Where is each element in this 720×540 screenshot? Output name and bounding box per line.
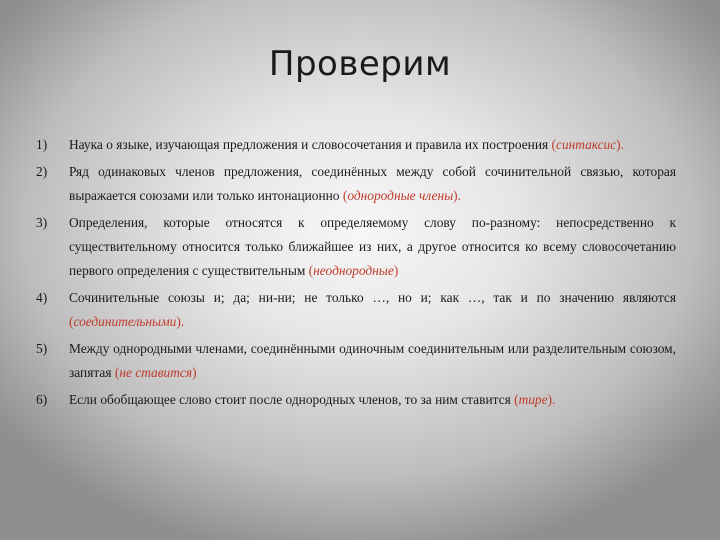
answer-text: неоднородные [313,263,394,278]
list-item [36,133,676,157]
answer-open-paren: ( [308,263,314,278]
list-item [36,160,676,208]
answer-text: не ставится [119,365,193,380]
list-item [36,337,676,385]
answer-close-paren: ). [453,188,461,203]
list-item [36,388,676,412]
answer-open-paren: ( [342,188,348,203]
answer-open-paren: ( [114,365,120,380]
slide-title: Проверим [268,44,452,84]
item-text: Сочинительные союзы и; да; ни-ни; не только …, но и; как …, так и по значению являются [69,290,676,305]
item-text: Ряд одинаковых членов предложения, соединённых между собой сочинительной связью, которая выражается союзами или только интонационно [69,164,676,203]
item-text: Между однородными членами, соединёнными одиночным соединительным или разделительным союзом, запятая [69,341,676,380]
question-list [36,133,676,415]
item-text: Если обобщающее слово стоит после однородных членов, то за ним ставится [69,392,515,407]
answer-text: тире [518,392,548,407]
answer-close-paren: ) [393,263,399,278]
item-number: 2) [36,164,48,179]
list-item [36,211,676,283]
answer-close-paren: ). [616,137,624,152]
list-item [36,286,676,334]
item-number: 3) [36,215,48,230]
answer-text: синтаксис [556,137,617,152]
item-text: Наука о языке, изучающая предложения и словосочетания и правила их построения [69,137,552,152]
item-number: 1) [36,137,48,152]
answer-text: соединительными [73,314,177,329]
item-text: Определения, которые относятся к определяемому слову по-разному: непосредственно к существительному относится только ближайшее из них, а другое относится ко всему словосочетанию первого определения с существительным [69,215,676,278]
answer-text: однородные члены [347,188,454,203]
item-number: 5) [36,341,48,356]
answer-close-paren: ). [547,392,556,407]
answer-close-paren: ). [176,314,185,329]
item-number: 6) [36,392,48,407]
answer-open-paren: ( [69,314,74,329]
item-number: 4) [36,290,48,305]
answer-open-paren: ( [551,137,556,152]
answer-close-paren: ) [192,365,197,380]
answer-open-paren: ( [514,392,519,407]
